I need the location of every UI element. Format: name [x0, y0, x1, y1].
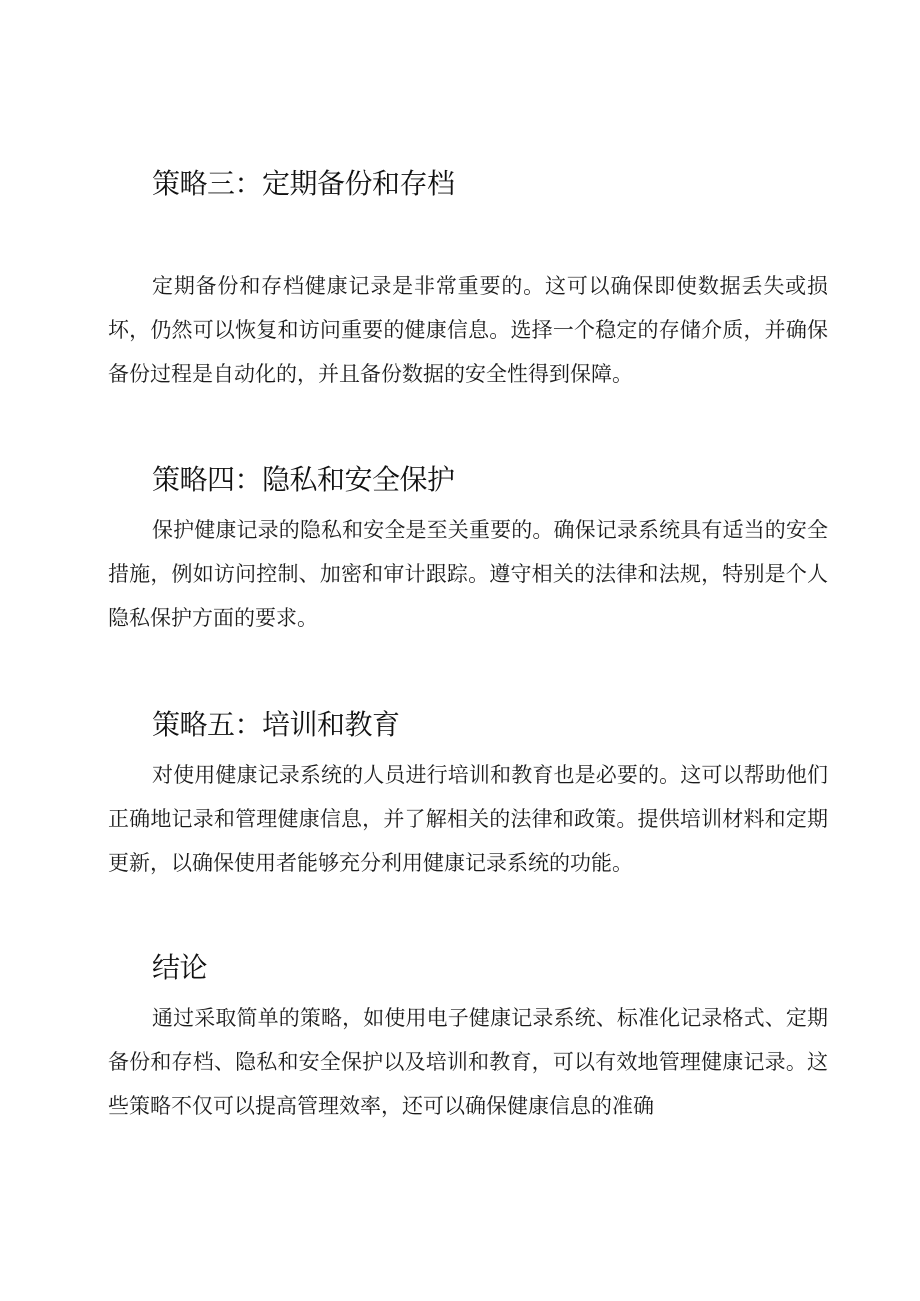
section-heading-strategy-4: 策略四：隐私和安全保护: [152, 463, 455, 496]
section-body-strategy-4: 保护健康记录的隐私和安全是至关重要的。确保记录系统具有适当的安全措施，例如访问控制、加密和审计跟踪。遵守相关的法律和法规，特别是个人隐私保护方面的要求。: [108, 518, 828, 630]
section-body-strategy-3: 定期备份和存档健康记录是非常重要的。这可以确保即使数据丢失或损坏，仍然可以恢复和访问重要的健康信息。选择一个稳定的存储介质，并确保备份过程是自动化的，并且备份数据的安全性得到保障。: [108, 274, 828, 386]
section-body-conclusion: 通过采取简单的策略，如使用电子健康记录系统、标准化记录格式、定期备份和存档、隐私和安全保护以及培训和教育，可以有效地管理健康记录。这些策略不仅可以提高管理效率，还可以确保健康信息的准确: [108, 1006, 828, 1118]
section-heading-conclusion: 结论: [152, 951, 208, 984]
section-heading-strategy-5: 策略五：培训和教育: [152, 708, 400, 741]
section-body-strategy-5: 对使用健康记录系统的人员进行培训和教育也是必要的。这可以帮助他们正确地记录和管理健康信息，并了解相关的法律和政策。提供培训材料和定期更新，以确保使用者能够充分利用健康记录系统的功能。: [108, 763, 828, 875]
section-heading-strategy-3: 策略三：定期备份和存档: [152, 167, 455, 200]
